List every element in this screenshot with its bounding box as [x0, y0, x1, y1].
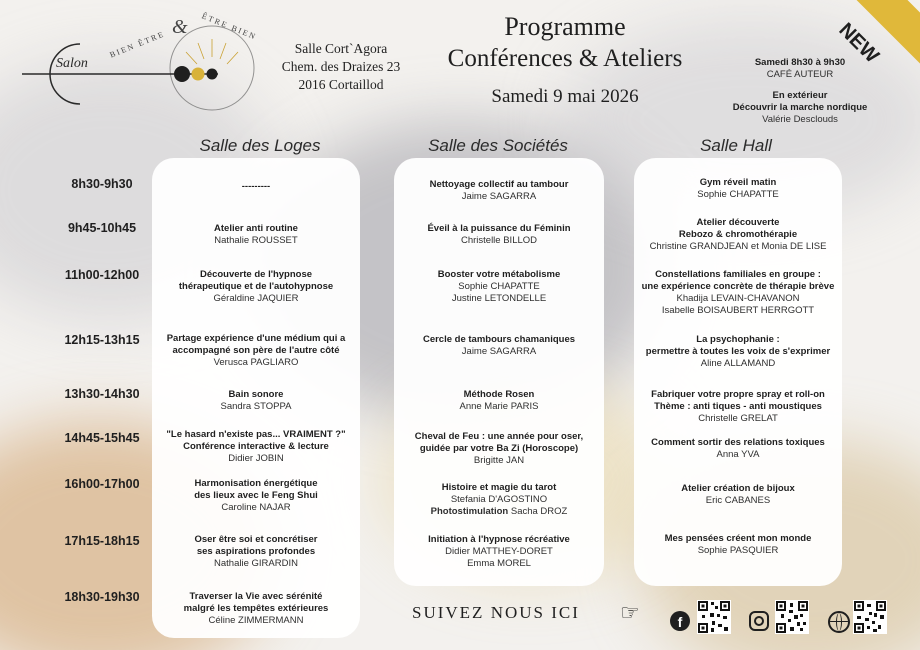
column-header-societes: Salle des Sociétés — [428, 136, 568, 155]
time-slot: 11h00-12h00 — [64, 268, 140, 282]
programme-subtitle: Conférences & Ateliers — [447, 45, 683, 72]
session-title: Découverte de l'hypnose — [199, 269, 313, 280]
new-badge-text: NEW — [834, 18, 883, 68]
session-speaker: Jaime SAGARRA — [461, 191, 537, 202]
session-loges — [152, 181, 360, 193]
session-title: Traverser la Vie avec sérénité — [189, 591, 323, 602]
session-title: Méthode Rosen — [463, 389, 535, 400]
session-hall — [634, 437, 842, 461]
session-speaker: Justine LETONDELLE — [451, 293, 547, 304]
session-title: Conférence interactive & lecture — [183, 441, 329, 452]
session-societes — [394, 534, 604, 570]
session-speaker: Anne Marie PARIS — [459, 401, 539, 412]
session-title: --------- — [241, 181, 271, 192]
session-societes — [394, 389, 604, 413]
session-loges — [152, 478, 360, 514]
extra-time: Samedi 8h30 à 9h30 — [754, 57, 846, 68]
time-slot: 14h45-15h45 — [64, 431, 140, 445]
session-speaker: Sophie CHAPATTE — [697, 189, 779, 200]
event-date: Samedi 9 mai 2026 — [491, 86, 639, 107]
session-speaker: Jaime SAGARRA — [461, 346, 537, 357]
time-slot: 17h15-18h15 — [64, 534, 140, 548]
session-loges — [152, 429, 360, 465]
logo-bien-etre-text: BIEN ÊTRE — [108, 29, 167, 60]
session-title: Partage expérience d'une médium qui a — [166, 333, 346, 344]
session-speaker: Nathalie ROUSSET — [214, 235, 298, 246]
session-title: malgré les tempêtes extérieures — [183, 603, 329, 614]
session-hall — [630, 269, 846, 317]
session-title: Harmonisation énergétique — [194, 478, 318, 489]
session-title: Gym réveil matin — [699, 177, 777, 188]
session-title: des lieux avec le Feng Shui — [194, 490, 318, 501]
session-loges — [152, 333, 360, 369]
time-slot: 9h45-10h45 — [67, 221, 137, 235]
instagram-icon[interactable] — [749, 611, 769, 631]
logo-ampersand: & — [172, 16, 188, 38]
session-title: Histoire et magie du tarot — [441, 482, 557, 493]
session-societes — [394, 482, 604, 518]
session-speaker: Caroline NAJAR — [221, 502, 291, 513]
column-header-hall: Salle Hall — [700, 136, 772, 155]
session-title: Atelier anti routine — [214, 223, 298, 234]
column-header-loges: Salle des Loges — [199, 136, 321, 155]
session-speaker: Verusca PAGLIARO — [213, 357, 299, 368]
outdoor-label: En extérieur — [772, 90, 828, 101]
session-speaker: Nathalie GIRARDIN — [214, 558, 298, 569]
session-speaker: Stefania D'AGOSTINO — [450, 494, 548, 505]
session-speaker: Anna YVA — [716, 449, 760, 460]
session-societes — [394, 334, 604, 358]
venue-city: 2016 Cortaillod — [298, 77, 384, 92]
session-title: Comment sortir des relations toxiques — [651, 437, 825, 448]
session-speaker: Khadija LEVAIN-CHAVANON — [676, 293, 800, 304]
session-speaker: Céline ZIMMERMANN — [208, 615, 304, 626]
facebook-icon[interactable]: f — [670, 611, 690, 631]
session-title: Bain sonore — [228, 389, 284, 400]
session-title: Cercle de tambours chamaniques — [422, 334, 576, 345]
venue-name: Salle Cort`Agora — [294, 41, 388, 56]
session-speaker: Brigitte JAN — [473, 455, 525, 466]
session-title: Oser être soi et concrétiser — [194, 534, 318, 545]
session-title: Fabriquer votre propre spray et roll-on — [651, 389, 825, 400]
time-slot: 16h00-17h00 — [64, 477, 140, 491]
session-hall — [634, 217, 842, 253]
session-title: Atelier découverte — [696, 217, 780, 228]
session-speaker: Christelle GRELAT — [698, 413, 778, 424]
session-title: accompagné son père de l'autre côté — [172, 345, 340, 356]
session-title: Cheval de Feu : une année pour oser, — [414, 431, 584, 442]
session-title: "Le hasard n'existe pas... VRAIMENT ?" — [166, 429, 346, 440]
session-loges — [152, 269, 360, 305]
session-title: Booster votre métabolisme — [437, 269, 561, 280]
logo-etre-bien-text: ÊTRE BIEN — [200, 11, 259, 42]
session-title: permettre à toutes les voix de s'exprimer — [645, 346, 831, 357]
session-speaker: Emma MOREL — [467, 558, 531, 569]
logo-salon-text: Salon — [56, 56, 88, 71]
session-speaker: Sophie PASQUIER — [697, 545, 779, 556]
session-hall — [634, 533, 842, 557]
time-slot: 8h30-9h30 — [71, 177, 133, 191]
session-title: Rebozo & chromothérapie — [678, 229, 798, 240]
session-speaker — [394, 506, 604, 518]
session-title: Atelier création de bijoux — [681, 483, 795, 494]
time-slot: 18h30-19h30 — [64, 590, 140, 604]
time-slot: 12h15-13h15 — [64, 333, 140, 347]
session-title: Thème : anti tiques - anti moustiques — [654, 401, 822, 412]
session-speaker: Christine GRANDJEAN et Monia DE LISE — [649, 241, 827, 252]
follow-us-text: SUIVEZ NOUS ICI — [412, 603, 580, 622]
session-societes — [394, 269, 604, 305]
website-qr-code[interactable] — [853, 600, 887, 634]
extra-place: CAFÉ AUTEUR — [766, 69, 834, 80]
session-speaker: Aline ALLAMAND — [700, 358, 776, 369]
session-loges — [152, 534, 360, 570]
session-title: Nettoyage collectif au tambour — [429, 179, 569, 190]
session-loges — [152, 223, 360, 247]
session-title: Photostimulation — [430, 506, 509, 517]
session-hall — [634, 177, 842, 201]
session-speaker: Eric CABANES — [705, 495, 771, 506]
session-title: une expérience concrète de thérapie brève — [641, 281, 835, 292]
session-loges — [152, 591, 360, 627]
session-loges — [152, 389, 360, 413]
session-societes — [394, 223, 604, 247]
session-hall — [634, 483, 842, 507]
session-title: Constellations familiales en groupe : — [655, 269, 821, 280]
session-speaker: Géraldine JAQUIER — [213, 293, 299, 304]
instagram-qr-code[interactable] — [775, 600, 809, 634]
time-slot: 13h30-14h30 — [64, 387, 140, 401]
session-title: ses aspirations profondes — [196, 546, 316, 557]
pointing-hand-icon: ☞ — [620, 600, 640, 625]
salon-logo — [22, 12, 272, 116]
session-speaker: Sandra STOPPA — [220, 401, 292, 412]
facebook-qr-code[interactable] — [697, 600, 731, 634]
session-speaker-name: Sacha DROZ — [510, 506, 568, 517]
outdoor-person: Valérie Desclouds — [762, 114, 838, 125]
session-title: Mes pensées créent mon monde — [664, 533, 812, 544]
session-speaker: Christelle BILLOD — [460, 235, 538, 246]
extra-info — [740, 57, 860, 81]
session-title: La psychophanie : — [696, 334, 780, 345]
session-hall — [634, 334, 842, 370]
session-societes — [394, 179, 604, 203]
venue-street: Chem. des Draizes 23 — [281, 59, 401, 74]
session-title: thérapeutique et de l'autohypnose — [178, 281, 334, 292]
session-title: guidée par votre Ba Zi (Horoscope) — [419, 443, 579, 454]
venue-address — [266, 40, 416, 94]
session-speaker: Didier MATTHEY-DORET — [445, 546, 553, 557]
website-globe-icon[interactable] — [828, 611, 850, 633]
session-speaker: Isabelle BOISAUBERT HERRGOTT — [661, 305, 815, 316]
outdoor-info — [720, 90, 880, 126]
session-title: Éveil à la puissance du Féminin — [427, 223, 571, 234]
session-societes — [394, 431, 604, 467]
session-speaker: Sophie CHAPATTE — [458, 281, 540, 292]
session-speaker: Didier JOBIN — [228, 453, 284, 464]
outdoor-activity: Découvrir la marche nordique — [732, 102, 868, 113]
programme-title: Programme — [504, 12, 626, 41]
session-title: Initiation à l'hypnose récréative — [428, 534, 570, 545]
session-hall — [634, 389, 842, 425]
